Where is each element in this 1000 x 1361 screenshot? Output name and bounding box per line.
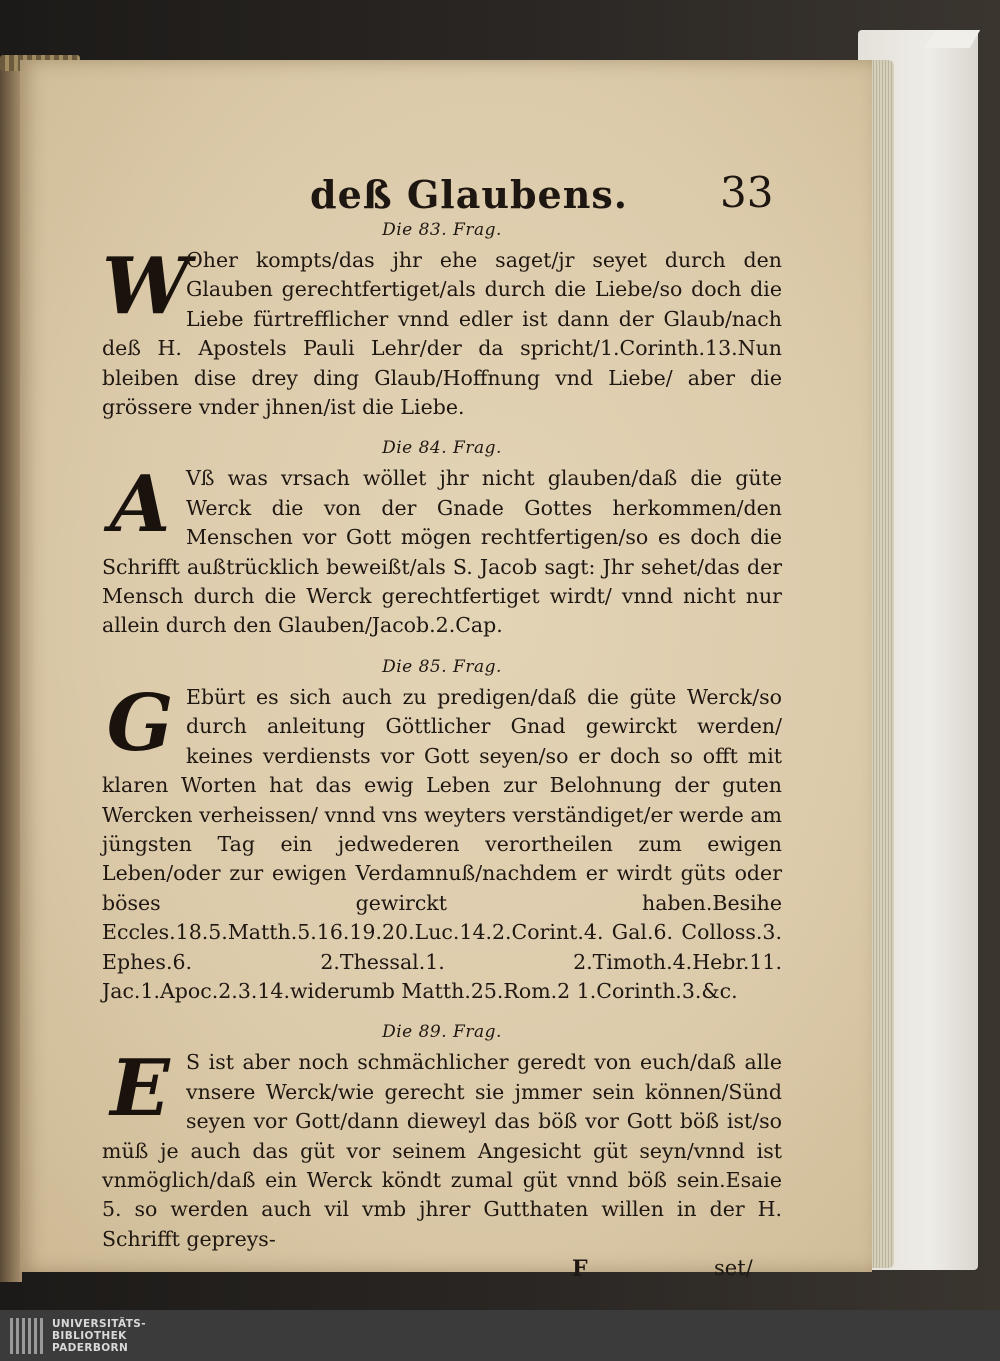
- paragraph-text: S ist aber noch schmächlicher geredt von euch/daß alle vnsere Werck/wie gerecht sie jmmer sein können/Sünd seyen vor Gott/dann dieweyl das böß vor Gott böß ist/so müß je auch das güt vor seinem Angesicht güt seyn/vnnd ist vnmöglich/daß ein Werck köndt zumal güt vnnd böß sein.Esaie 5. so werden auch vil vmb jhrer Gutthaten willen in der H. Schrifft gepreys-: [102, 1050, 782, 1251]
- library-footer: [0, 1310, 1000, 1361]
- question-heading: Die 84. Frag.: [382, 438, 502, 459]
- question-paragraph: [102, 677, 782, 1006]
- page-foot-marks: [102, 1256, 782, 1286]
- drop-capital: G: [106, 677, 174, 769]
- question-83: [102, 220, 782, 422]
- question-paragraph: [102, 1043, 782, 1254]
- library-logo-icon: [8, 1318, 44, 1354]
- drop-capital: A: [109, 459, 171, 551]
- page-header: [20, 168, 872, 222]
- left-page-edge: [0, 62, 22, 1282]
- logo-line: PADERBORN: [52, 1342, 129, 1354]
- book-page: [20, 60, 872, 1283]
- drop-capital: E: [110, 1043, 170, 1135]
- question-paragraph: [102, 459, 782, 640]
- paragraph-text: Ebürt es sich auch zu predigen/daß die güte Werck/so durch anleitung Göttlicher Gnad gewirckt werden/ keines verdiensts vor Gott seyen/so er doch so offt mit klaren Worten hat das ewig Leben zur Belohnung der guten Wercken verheissen/ vnnd vns weyters verständiget/er werde am jüngsten Tag ein jedwederen verortheilen zum ewigen Leben/oder zur ewigen Verdamnuß/nachdem er wirdt güts oder böses gewirckt haben.Besihe Eccles.18.5.Matth.5.16.19.20.Luc.14.2.Corint.4. Gal.6. Colloss.3. Ephes.6. 2.Thessal.1. 2.Timoth.4.Hebr.11. Jac.1.Apoc.2.3.14.widerumb Matth.25.Rom.2 1.Corinth.3.&c.: [102, 684, 782, 1003]
- logo-line: UNIVERSITÄTS-: [52, 1318, 147, 1330]
- paragraph-text: Oher kompts/das jhr ehe saget/jr seyet durch den Glauben gerechtfertiget/als durch die Liebe/so doch die Liebe fürtrefflicher vnnd edler ist dann der Glaub/nach deß H. Apostels Pauli Lehr/der da spricht/1.Corinth.13.Nun bleiben dise drey ding Glaub/Hoffnung vnd Liebe/ aber die grössere vnder jhnen/ist die Liebe.: [102, 248, 782, 420]
- text-block: [102, 220, 782, 1286]
- question-85: [102, 657, 782, 1006]
- question-84: [102, 438, 782, 640]
- running-title: deß Glaubens.: [310, 172, 628, 217]
- paragraph-text: Vß was vrsach wöllet jhr nicht glauben/daß die güte Werck die von der Gnade Gottes herkommen/den Menschen vor Gott mögen rechtfertigen/so es doch die Schrifft außtrücklich beweißt/als S. Jacob sagt: Jhr sehet/das der Mensch durch die Werck gerechtfertiget wirdt/ vnnd nicht nur allein durch den Glauben/Jacob.2.Cap.: [102, 466, 782, 638]
- question-89: [102, 1022, 782, 1254]
- question-heading: Die 85. Frag.: [382, 656, 502, 677]
- question-heading: Die 89. Frag.: [382, 1022, 502, 1043]
- question-paragraph: [102, 241, 782, 422]
- catchword: set/: [714, 1256, 753, 1281]
- drop-capital: W: [102, 241, 190, 332]
- logo-line: BIBLIOTHEK: [52, 1330, 127, 1342]
- library-logo-text: [52, 1318, 146, 1354]
- signature-mark: F: [572, 1256, 588, 1283]
- page-number: 33: [720, 168, 774, 217]
- question-heading: Die 83. Frag.: [382, 220, 502, 240]
